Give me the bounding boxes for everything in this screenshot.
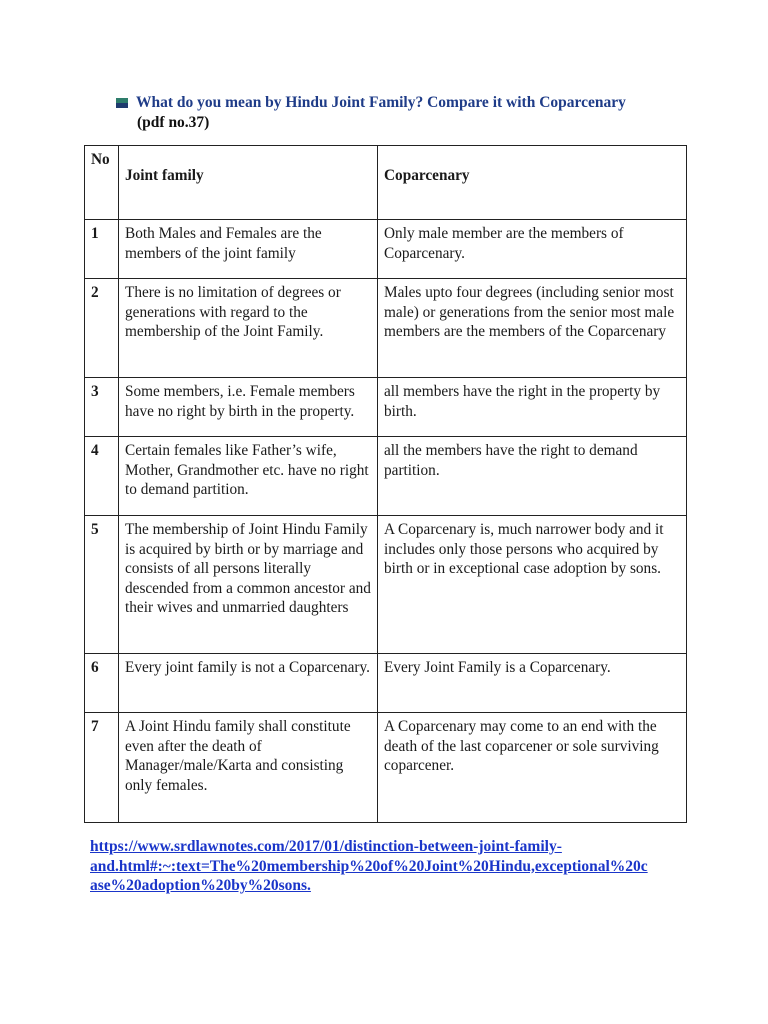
table-row: [85, 713, 687, 823]
question-reference: (pdf no.37): [137, 114, 210, 131]
joint-family-cell: Some members, i.e. Female members have no right by birth in the property.: [119, 378, 378, 437]
coparcenary-cell: all the members have the right to demand partition.: [378, 437, 687, 516]
question-heading: [116, 93, 716, 132]
header-joint-family: Joint family: [119, 146, 378, 220]
header-no: No: [85, 146, 119, 220]
source-link[interactable]: [90, 837, 690, 896]
row-number: 4: [85, 437, 119, 516]
row-number: 6: [85, 654, 119, 713]
table-row: [85, 437, 687, 516]
question-line: [116, 93, 716, 113]
row-number: 2: [85, 279, 119, 378]
table-row: [85, 654, 687, 713]
table-row: [85, 220, 687, 279]
coparcenary-cell: Every Joint Family is a Coparcenary.: [378, 654, 687, 713]
source-link-line[interactable]: ase%20adoption%20by%20sons.: [90, 877, 311, 894]
row-number: 5: [85, 516, 119, 654]
source-link-line[interactable]: and.html#:~:text=The%20membership%20of%20Joint%20Hindu,exceptional%20c: [90, 857, 648, 875]
table-row: [85, 279, 687, 378]
square-bullet-icon: [116, 98, 128, 108]
joint-family-cell: There is no limitation of degrees or generations with regard to the membership of the Joint Family.: [119, 279, 378, 378]
row-number: 7: [85, 713, 119, 823]
coparcenary-cell: all members have the right in the property by birth.: [378, 378, 687, 437]
joint-family-cell: Every joint family is not a Coparcenary.: [119, 654, 378, 713]
comparison-table: [84, 145, 687, 823]
row-number: 1: [85, 220, 119, 279]
coparcenary-cell: Males upto four degrees (including senior most male) or generations from the senior most male members are the members of the Coparcenary: [378, 279, 687, 378]
row-number: 3: [85, 378, 119, 437]
source-link-line[interactable]: https://www.srdlawnotes.com/2017/01/distinction-between-joint-family-: [90, 838, 562, 855]
joint-family-cell: The membership of Joint Hindu Family is acquired by birth or by marriage and consists of all persons literally descended from a common ancestor and their wives and unmarried daughters: [119, 516, 378, 654]
joint-family-cell: A Joint Hindu family shall constitute even after the death of Manager/male/Karta and consisting only females.: [119, 713, 378, 823]
table-row: [85, 378, 687, 437]
header-coparcenary: Coparcenary: [378, 146, 687, 220]
coparcenary-cell: Only male member are the members of Coparcenary.: [378, 220, 687, 279]
question-title: What do you mean by Hindu Joint Family? Compare it with Coparcenary: [136, 94, 626, 111]
joint-family-cell: Both Males and Females are the members of the joint family: [119, 220, 378, 279]
table-header-row: [85, 146, 687, 220]
coparcenary-cell: A Coparcenary may come to an end with the death of the last coparcener or sole surviving coparcener.: [378, 713, 687, 823]
coparcenary-cell: A Coparcenary is, much narrower body and it includes only those persons who acquired by birth or in exceptional case adoption by sons.: [378, 516, 687, 654]
table-row: [85, 516, 687, 654]
joint-family-cell: Certain females like Father’s wife, Mother, Grandmother etc. have no right to demand partition.: [119, 437, 378, 516]
